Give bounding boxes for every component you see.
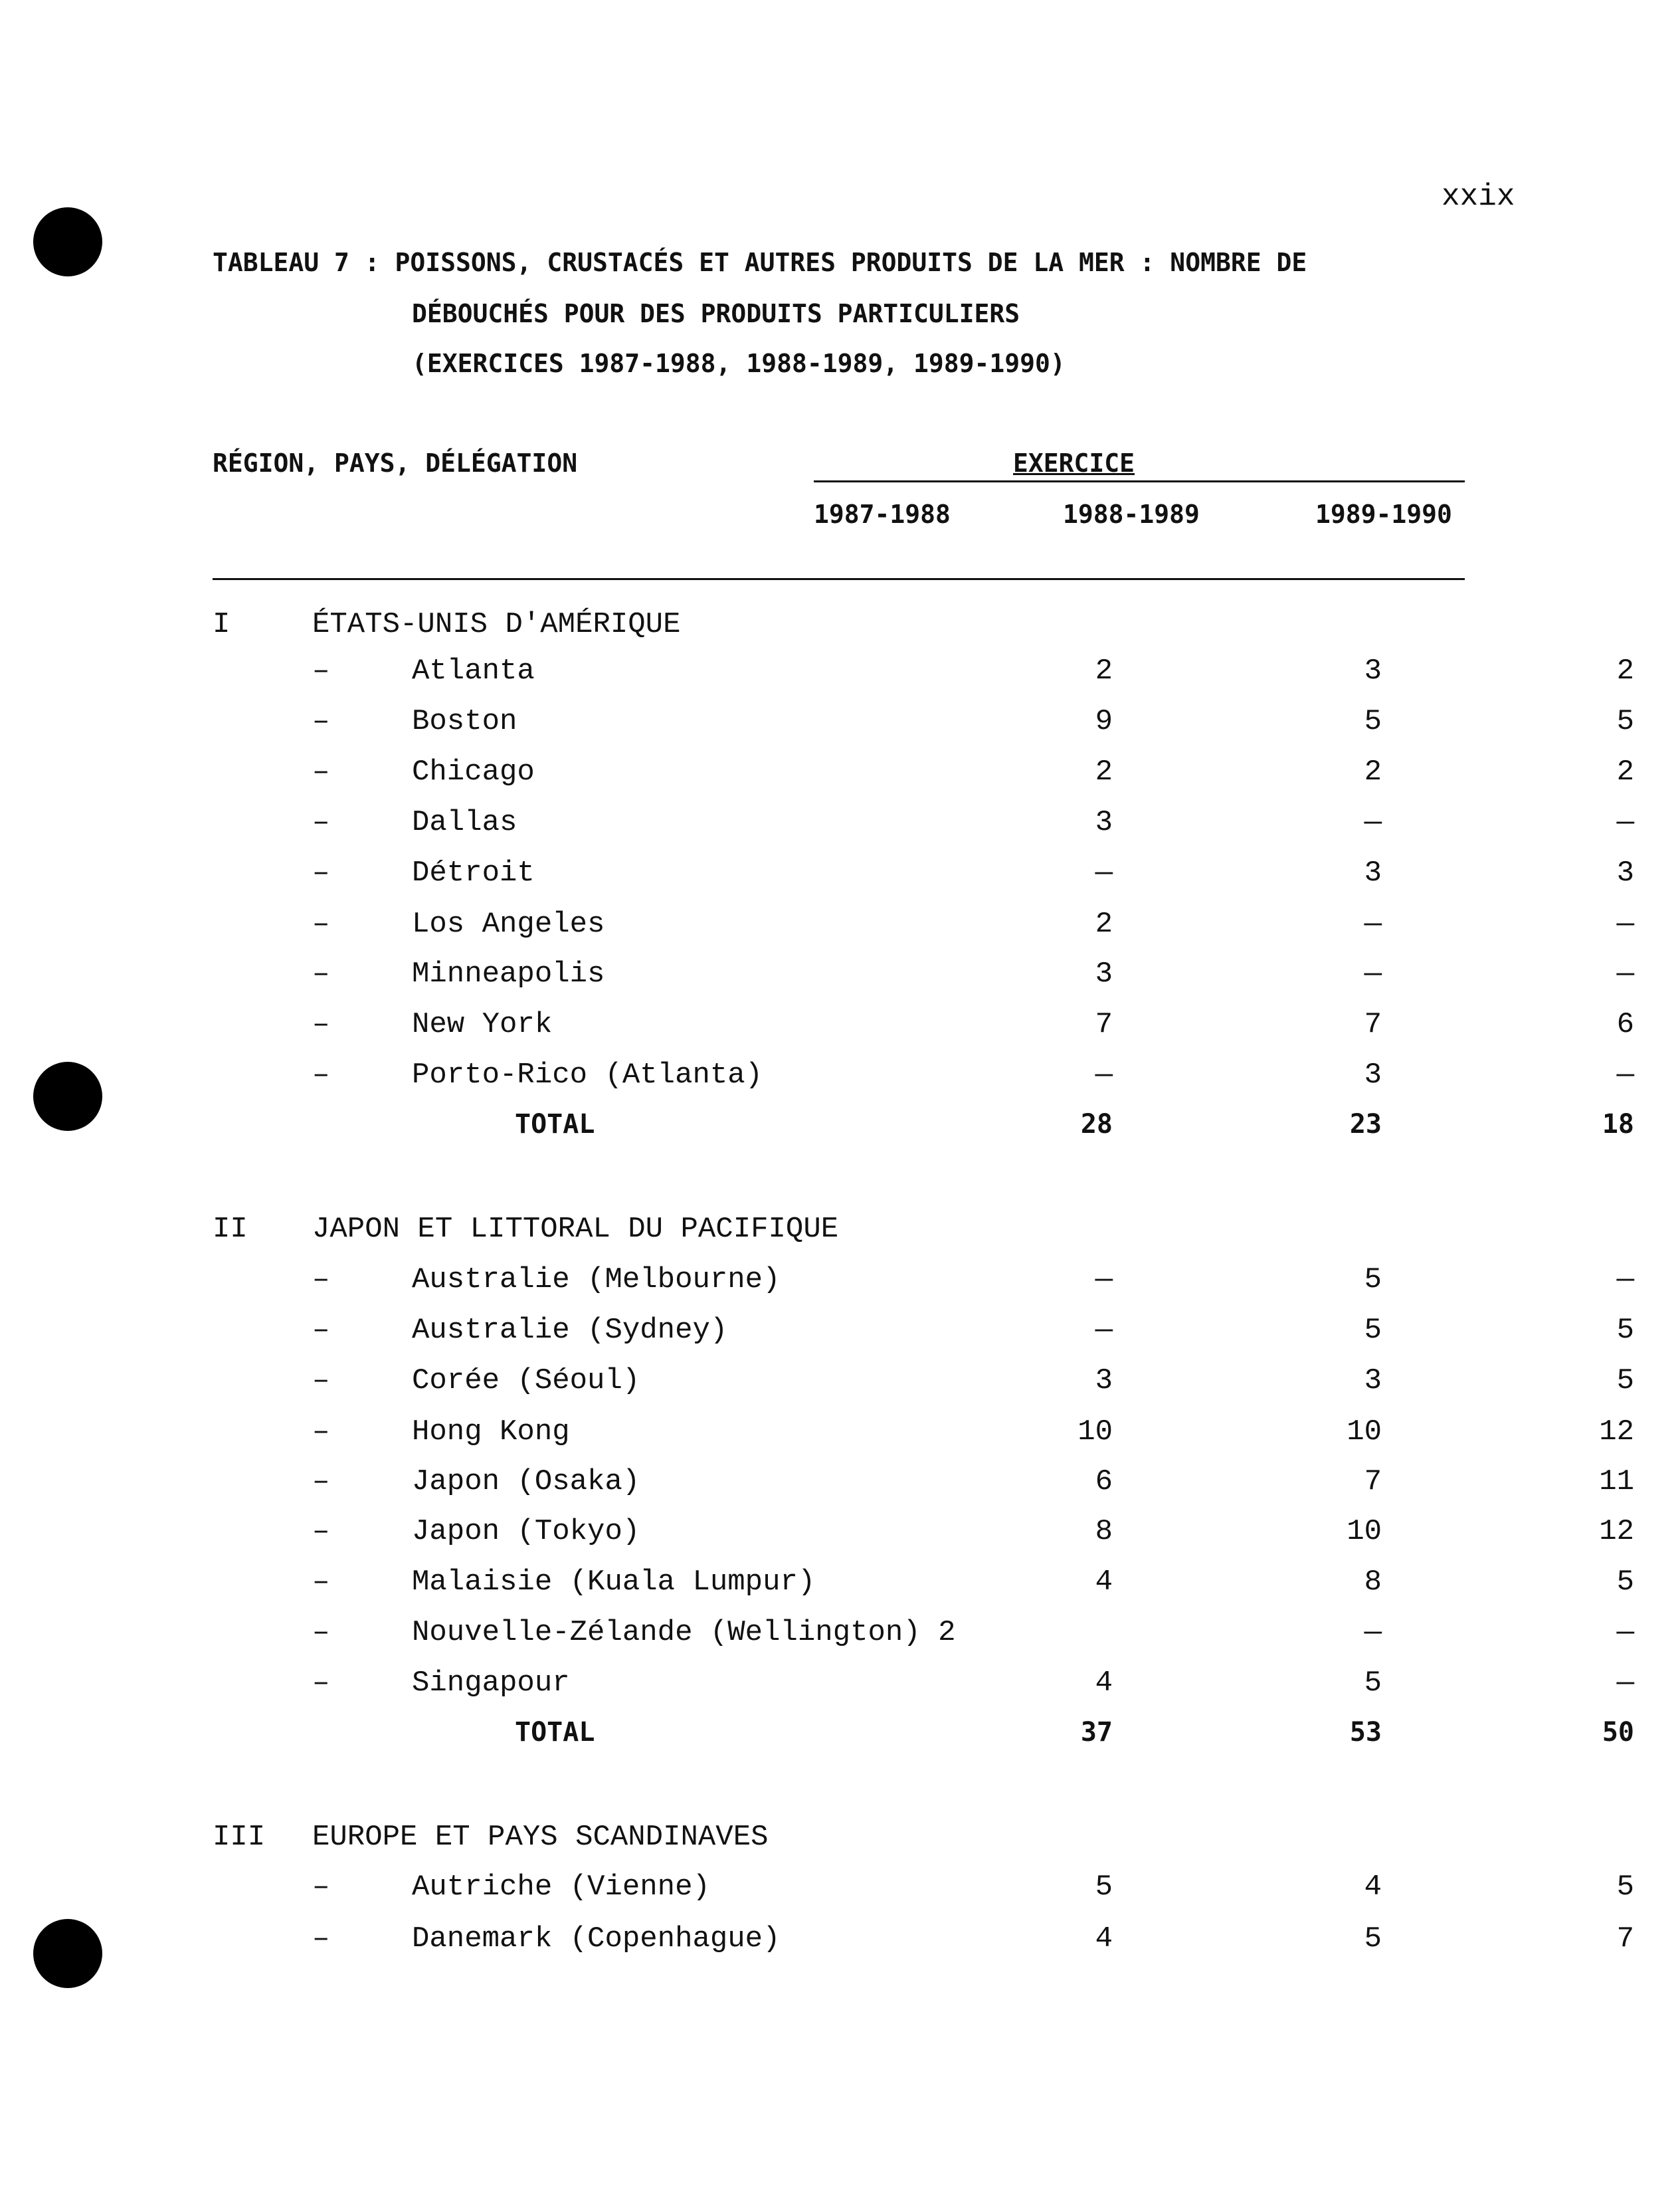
column-header-year: 1989-1990 bbox=[1315, 500, 1452, 529]
row-label: Boston bbox=[412, 705, 517, 738]
row-dash: – bbox=[312, 957, 330, 991]
cell-value: — bbox=[1616, 806, 1634, 839]
total-value: 28 bbox=[1080, 1109, 1113, 1140]
cell-value: 2 bbox=[1616, 755, 1634, 789]
column-header-exercice: EXERCICE bbox=[1013, 449, 1135, 478]
row-dash: – bbox=[312, 1314, 330, 1347]
section-name: ÉTATS-UNIS D'AMÉRIQUE bbox=[312, 608, 681, 641]
table-row bbox=[213, 755, 1634, 795]
table-row bbox=[213, 1008, 1634, 1048]
row-label: Malaisie (Kuala Lumpur) bbox=[412, 1565, 816, 1599]
cell-value: 12 bbox=[1599, 1415, 1634, 1449]
cell-value: — bbox=[1616, 1058, 1634, 1092]
total-row bbox=[213, 1717, 1634, 1757]
cell-value: — bbox=[1095, 1263, 1113, 1296]
cell-value: 7 bbox=[1616, 1922, 1634, 1956]
row-dash: – bbox=[312, 806, 330, 839]
cell-value: 2 bbox=[1095, 654, 1113, 688]
row-dash: – bbox=[312, 1616, 330, 1649]
total-label: TOTAL bbox=[515, 1717, 595, 1748]
section-number: I bbox=[213, 608, 231, 641]
table-row bbox=[213, 1314, 1634, 1354]
table-row bbox=[213, 1565, 1634, 1605]
row-dash: – bbox=[312, 1263, 330, 1296]
cell-value: 5 bbox=[1616, 1364, 1634, 1397]
total-value: 23 bbox=[1349, 1109, 1382, 1140]
row-dash: – bbox=[312, 654, 330, 688]
cell-value: — bbox=[1616, 908, 1634, 941]
cell-value: 12 bbox=[1599, 1515, 1634, 1548]
table-row bbox=[213, 856, 1634, 896]
column-header-region: RÉGION, PAYS, DÉLÉGATION bbox=[213, 449, 578, 478]
cell-value: 4 bbox=[1095, 1666, 1113, 1700]
cell-value: 7 bbox=[1095, 1008, 1113, 1041]
cell-value: — bbox=[1095, 1058, 1113, 1092]
row-label: Singapour bbox=[412, 1666, 570, 1700]
row-dash: – bbox=[312, 856, 330, 890]
row-dash: – bbox=[312, 1515, 330, 1548]
total-value: 53 bbox=[1349, 1717, 1382, 1748]
table-rule bbox=[213, 578, 1465, 580]
row-dash: – bbox=[312, 1666, 330, 1700]
cell-value: 4 bbox=[1095, 1565, 1113, 1599]
cell-value: 7 bbox=[1364, 1008, 1382, 1041]
row-label: Japon (Osaka) bbox=[412, 1465, 640, 1498]
cell-value: 5 bbox=[1364, 1666, 1382, 1700]
row-label: Porto-Rico (Atlanta) bbox=[412, 1058, 763, 1092]
cell-value: — bbox=[1616, 1666, 1634, 1700]
cell-value: — bbox=[1364, 1616, 1382, 1649]
cell-value: — bbox=[1364, 957, 1382, 991]
cell-value: — bbox=[1095, 1314, 1113, 1347]
punch-hole bbox=[33, 1919, 102, 1988]
table-row bbox=[213, 957, 1634, 997]
cell-value: 5 bbox=[1616, 1314, 1634, 1347]
cell-value: — bbox=[1364, 806, 1382, 839]
table-row bbox=[213, 1616, 1634, 1656]
row-dash: – bbox=[312, 908, 330, 941]
column-header-year: 1987-1988 bbox=[814, 500, 951, 529]
table-row bbox=[213, 1263, 1634, 1303]
row-label: Détroit bbox=[412, 856, 535, 890]
table-row bbox=[213, 654, 1634, 694]
row-label: Atlanta bbox=[412, 654, 535, 688]
row-label: New York bbox=[412, 1008, 553, 1041]
cell-value: 6 bbox=[1616, 1008, 1634, 1041]
row-label: Minneapolis bbox=[412, 957, 605, 991]
cell-value: 3 bbox=[1364, 856, 1382, 890]
row-label: Los Angeles bbox=[412, 908, 605, 941]
table-row bbox=[213, 1058, 1634, 1098]
cell-value: 11 bbox=[1599, 1465, 1634, 1498]
cell-value: 2 bbox=[1364, 755, 1382, 789]
row-dash: – bbox=[312, 1008, 330, 1041]
table-row bbox=[213, 1922, 1634, 1962]
row-dash: – bbox=[312, 1415, 330, 1449]
cell-value: 10 bbox=[1347, 1515, 1382, 1548]
section-number: III bbox=[213, 1821, 266, 1854]
row-dash: – bbox=[312, 1058, 330, 1092]
row-label: Australie (Melbourne) bbox=[412, 1263, 781, 1296]
row-dash: – bbox=[312, 1870, 330, 1904]
total-value: 18 bbox=[1602, 1109, 1634, 1140]
table-row bbox=[213, 1465, 1634, 1505]
cell-value: 7 bbox=[1364, 1465, 1382, 1498]
cell-value: 4 bbox=[1095, 1922, 1113, 1956]
cell-value: 5 bbox=[1616, 1565, 1634, 1599]
table-title-line-1: TABLEAU 7 : POISSONS, CRUSTACÉS ET AUTRES PRODUITS DE LA MER : NOMBRE DE bbox=[213, 248, 1307, 277]
row-dash: – bbox=[312, 1465, 330, 1498]
cell-value: 6 bbox=[1095, 1465, 1113, 1498]
row-label: Chicago bbox=[412, 755, 535, 789]
section-number: II bbox=[213, 1213, 248, 1246]
section-name: JAPON ET LITTORAL DU PACIFIQUE bbox=[312, 1213, 839, 1246]
cell-value: 3 bbox=[1616, 856, 1634, 890]
cell-value: 3 bbox=[1095, 806, 1113, 839]
punch-hole bbox=[33, 1062, 102, 1131]
cell-value: 3 bbox=[1364, 1058, 1382, 1092]
row-label: Danemark (Copenhague) bbox=[412, 1922, 781, 1956]
row-label: Nouvelle-Zélande (Wellington) 2 bbox=[412, 1616, 956, 1649]
row-dash: – bbox=[312, 1565, 330, 1599]
cell-value: 2 bbox=[1095, 755, 1113, 789]
table-row bbox=[213, 1364, 1634, 1404]
row-dash: – bbox=[312, 1922, 330, 1956]
cell-value: 5 bbox=[1364, 1314, 1382, 1347]
total-row bbox=[213, 1109, 1634, 1149]
cell-value: — bbox=[1095, 856, 1113, 890]
cell-value: — bbox=[1616, 1616, 1634, 1649]
cell-value: 10 bbox=[1347, 1415, 1382, 1449]
cell-value: 3 bbox=[1364, 1364, 1382, 1397]
row-label: Australie (Sydney) bbox=[412, 1314, 728, 1347]
cell-value: 5 bbox=[1616, 1870, 1634, 1904]
table-title-line-3: (EXERCICES 1987-1988, 1988-1989, 1989-1990) bbox=[412, 349, 1066, 378]
total-value: 50 bbox=[1602, 1717, 1634, 1748]
table-row bbox=[213, 806, 1634, 846]
punch-hole bbox=[33, 207, 102, 276]
table-row bbox=[213, 1666, 1634, 1706]
cell-value: 5 bbox=[1364, 1263, 1382, 1296]
table-title-line-2: DÉBOUCHÉS POUR DES PRODUITS PARTICULIERS bbox=[412, 299, 1020, 328]
table-row bbox=[213, 908, 1634, 948]
cell-value: 3 bbox=[1364, 654, 1382, 688]
cell-value: 9 bbox=[1095, 705, 1113, 738]
cell-value: 3 bbox=[1095, 1364, 1113, 1397]
total-value: 37 bbox=[1080, 1717, 1113, 1748]
row-label: Dallas bbox=[412, 806, 517, 839]
cell-value: 8 bbox=[1095, 1515, 1113, 1548]
row-label: Corée (Séoul) bbox=[412, 1364, 640, 1397]
cell-value: 5 bbox=[1616, 705, 1634, 738]
table-row bbox=[213, 1515, 1634, 1555]
table-row bbox=[213, 1415, 1634, 1455]
cell-value: — bbox=[1616, 1263, 1634, 1296]
cell-value: 3 bbox=[1095, 957, 1113, 991]
cell-value: 5 bbox=[1364, 705, 1382, 738]
row-dash: – bbox=[312, 1364, 330, 1397]
cell-value: 4 bbox=[1364, 1870, 1382, 1904]
cell-value: — bbox=[1364, 908, 1382, 941]
row-label: Autriche (Vienne) bbox=[412, 1870, 710, 1904]
table-row bbox=[213, 705, 1634, 745]
row-dash: – bbox=[312, 755, 330, 789]
cell-value: 2 bbox=[1616, 654, 1634, 688]
row-label: Japon (Tokyo) bbox=[412, 1515, 640, 1548]
cell-value: 2 bbox=[1095, 908, 1113, 941]
cell-value: 5 bbox=[1095, 1870, 1113, 1904]
cell-value: — bbox=[1616, 957, 1634, 991]
cell-value: 8 bbox=[1364, 1565, 1382, 1599]
row-label: Hong Kong bbox=[412, 1415, 570, 1449]
row-dash: – bbox=[312, 705, 330, 738]
total-label: TOTAL bbox=[515, 1109, 595, 1140]
header-rule bbox=[814, 480, 1465, 482]
column-header-year: 1988-1989 bbox=[1063, 500, 1200, 529]
cell-value: 10 bbox=[1077, 1415, 1113, 1449]
page-number: xxix bbox=[1442, 179, 1515, 214]
cell-value: 5 bbox=[1364, 1922, 1382, 1956]
section-name: EUROPE ET PAYS SCANDINAVES bbox=[312, 1821, 769, 1854]
table-row bbox=[213, 1870, 1634, 1910]
